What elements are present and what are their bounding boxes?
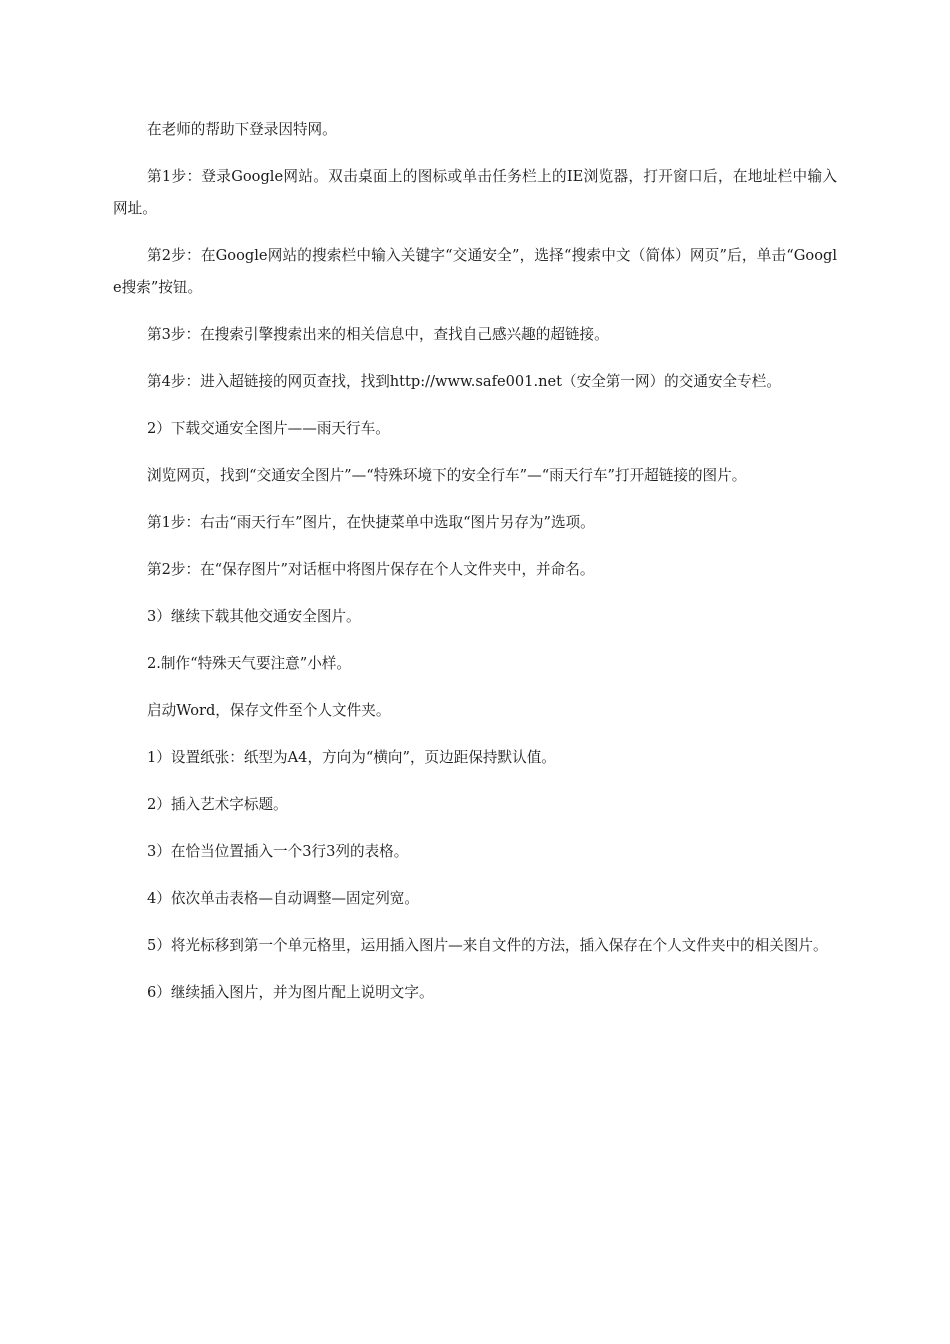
- paragraph: 浏览网页，找到“交通安全图片”—“特殊环境下的安全行车”—“雨天行车”打开超链接的图片。: [147, 467, 747, 484]
- document-body: [113, 114, 837, 1024]
- paragraph: 第2步：在“保存图片”对话框中将图片保存在个人文件夹中，并命名。: [147, 561, 595, 578]
- paragraph: 2.制作“特殊天气要注意”小样。: [147, 655, 351, 672]
- paragraph: 第1步：登录Google网站。双击桌面上的图标或单击任务栏上的IE浏览器，打开窗口后，在地址栏中输入网址。: [113, 168, 837, 217]
- paragraph: 第4步：进入超链接的网页查找，找到http://www.safe001.net（安全第一网）的交通安全专栏。: [147, 373, 781, 390]
- paragraph: 5）将光标移到第一个单元格里，运用插入图片—来自文件的方法，插入保存在个人文件夹中的相关图片。: [147, 937, 828, 954]
- paragraph: 在老师的帮助下登录因特网。: [147, 121, 337, 138]
- paragraph: 第1步：右击“雨天行车”图片，在快捷菜单中选取“图片另存为”选项。: [147, 514, 595, 531]
- paragraph: 第3步：在搜索引擎搜索出来的相关信息中，查找自己感兴趣的超链接。: [147, 326, 609, 343]
- paragraph: 3）在恰当位置插入一个3行3列的表格。: [147, 843, 409, 860]
- paragraph: 6）继续插入图片，并为图片配上说明文字。: [147, 984, 434, 1001]
- paragraph: 2）插入艺术字标题。: [147, 796, 288, 813]
- paragraph: 启动Word，保存文件至个人文件夹。: [147, 702, 391, 719]
- paragraph: 2）下载交通安全图片——雨天行车。: [147, 420, 390, 437]
- paragraph: 4）依次单击表格—自动调整—固定列宽。: [147, 890, 419, 907]
- paragraph: 1）设置纸张：纸型为A4，方向为“横向”，页边距保持默认值。: [147, 749, 556, 766]
- paragraph: 第2步：在Google网站的搜索栏中输入关键字“交通安全”，选择“搜索中文（简体）网页”后，单击“Google搜索”按钮。: [113, 247, 837, 296]
- paragraph: 3）继续下载其他交通安全图片。: [147, 608, 361, 625]
